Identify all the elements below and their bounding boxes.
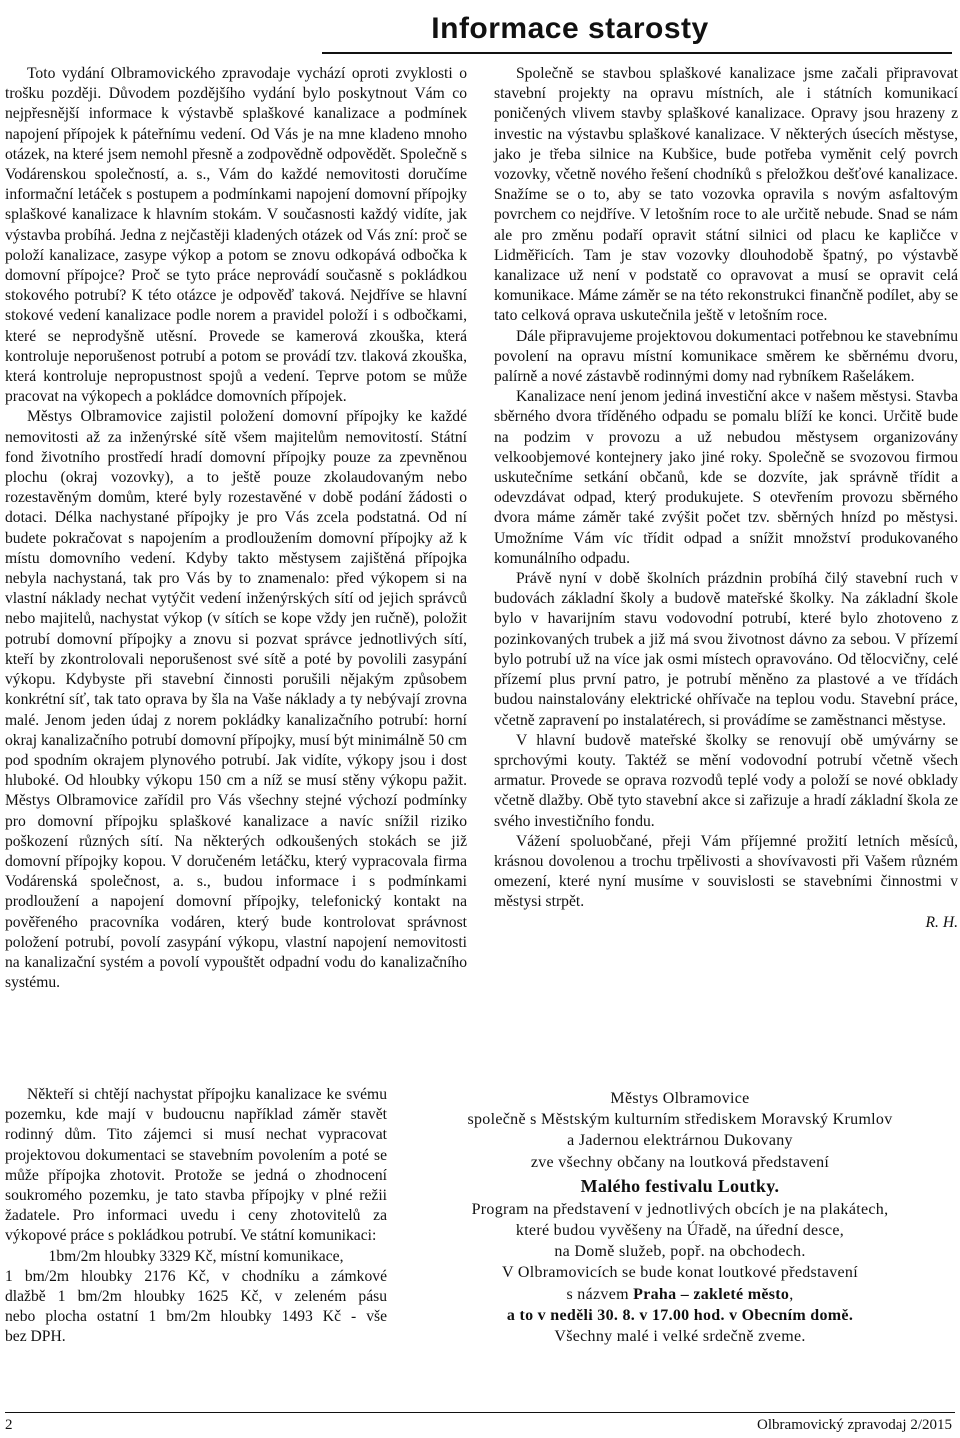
price-line: 1 bm/2m hloubky 2176 Kč, v chodníku a zámkové [5,1267,387,1285]
page-title: Informace starosty [431,12,709,45]
event-date: a to v neděli 30. 8. v 17.00 hod. v Obecním domě. [506,1306,854,1324]
price-list [5,1247,387,1348]
article-paragraph: Někteří si chtějí nachystat přípojku kanalizace ke svému pozemku, kde mají v budoucnu například záměr stavět rodinný dům. Tito zájemci si musí nechat vypracovat projektovou dokumentaci se stavebním povolením a poté se může přípojka zhotovit. Protože se jedná o zhodnocení soukromého pozemku, je tato stavba přípojky v plné režii žadatele. Pro informaci uvedu i ceny zhotovitelů za výkopové práce s pokládkou potrubí. Ve státní komunikaci: [5,1086,387,1245]
price-line: bez DPH. [5,1328,66,1346]
invitation-text: s názvem [566,1285,634,1303]
footer-divider [5,1412,955,1413]
article-paragraph: Právě nyní v době školních prázdnin probíhá čilý stavební ruch v budovách základní školy a budově mateřské školky. Na základní škole bylo v havarijním stavu vodovodní potrubí, které bylo zhotoveno z pozinkovaných trubek a již má svou životnost dávno za sebou. V přízemí bylo potrubí už na více jak osmi místech opravováno. Od tělocvičny, celé přízemí plus první patro, je potrubí měněno za plastové a ve třídách budou nainstalovány elektrické ohřívače na teplou vodu. Stavební práce, včetně zapravení po instalatérech, si provádíme se zaměstnanci městyse. [494,570,958,729]
invitation-line [410,1284,950,1305]
invitation-line: Program na představení v jednotlivých obcích je na plakátech, [471,1200,889,1218]
header-divider [322,52,952,54]
article-paragraph: Společně se stavbou splaškové kanalizace jsme začali připravovat stavební projekty na opravu místních, ale i státních komunikací poničených vlivem stavby splaškové kanalizace. Opravy jsou hrazeny z investic na výstavbu splaškové kanalizace. V některých úsecích městyse, jako je třeba silnice na Kubšice, bude potřeba vyměnit celý povrch vozovky, včetně nového řešení chodníků s přeložkou dešťové kanalizace. Snažíme se o to, aby se tato vozovka opravila s novým asfaltovým povrchem co nejdříve. V letošním roce to ale určitě nebude. Snad se nám ale pro změnu podaří opravit státní silnici od placu ke kapličce v Lidměřicích. Tam je stav vozovky dlouhodobě špatný, po výstavbě kanalizace už není v podstatě co opravovat a musí se opravit celá komunikace. Máme záměr se na této rekonstrukci finančně podílet, aby se tato celková oprava uskutečnila ještě v letošním roce. [494,65,958,325]
invitation-line: Všechny malé i velké srdečně zveme. [554,1328,806,1346]
invitation-line: společně s Městským kulturním střediskem Moravský Krumlov [467,1111,893,1129]
invitation-line: Městys Olbramovice [610,1090,750,1107]
article-paragraph: Městys Olbramovice zajistil položení domovní přípojky ke každé nemovitosti až za inženýrské sítě všem majitelům nemovitostí. Státní fond životního prostředí hradí domovní přípojky pouze za zpevněnou plochu (okraj vozovky), a to ještě pouze zkolaudovaným nebo rozestavěným domům, které byly rozestavěné v době podání žádosti o dotaci. Délka nachystané přípojky je pro Vás zcela podstatná. Od ní budete pokračovat s napojením a prodloužením domovní přípojky až k místu domovního vedení. Kdyby takto městysem zajištěná přípojka nebyla nachystaná, tak pro Vás by to znamenalo: před výkopem si na vlastní náklady nechat vytýčit vedení inženýrských sítí od jejich správců nebo majitelů, nachystat výkop (v sítích se kope vždy jen ručně), položit potrubí domovní přípojky a znovu si pozvat správce jednotlivých sítí, kteří by zkontrolovali neporušenost své sítě a poté by povolili zasypání výkopu. Kdybyste při stavební činnosti porušili nějakým způsobem konkrétní síť, tak tato oprava by šla na Vaše náklady a ty nebývají zrovna malé. Jenom jeden údaj z norem pokládky kanalizačního potrubí: horní okraj kanalizačního potrubí domovní přípojky, musí být minimálně 50 cm pod spodním okrajem plynového potrubí. Jak vidíte, výkopy jsou i dost hluboké. Od hloubky výkopu 150 cm a níž se musí stěny výkopu pažit. Městys Olbramovice zařídil pro Vás všechny stejné výchozí podmínky pro domovní přípojku splaškové kanalizace a navíc snížil riziko poškození různých sítí. Na některých odkoušených stokách se již domovní přípojky kopou. V doručeném letáčku, který vypracovala firma Vodárenská společnost, a. s., budou informace i s podmínkami prodloužení a napojení domovní přípojky, telefonický kontakt na pověřeného pracovníka vodáren, který bude kontrolovat správnost položení potrubí, povolí zasypání výkopu, vlastní napojení nemovitosti na kanalizační systém a povolí vypouštět odpadní vodu do kanalizačního systému. [5,408,467,992]
article-paragraph: Toto vydání Olbramovického zpravodaje vychází oproti zvyklosti o trošku později. Důvodem pozdějšího vydání bylo poskytnout Vám co nejpřesnější informace k výstavbě splaškové kanalizace a podmínek napojení přípojek k páteřnímu vedení. Od Vás je na mne kladeno mnoho otázek, na které jsem nemohl přesně a zodpovědně odpovědět. Společně s Vodárenskou společností, a. s., Vám do každé nemovitosti doručíme informační letáček s postupem a podmínkami napojení domovní přípojky splaškové kanalizace k hlavním stokám. V současnosti každý vidíte, jak výstavba probíhá. Jedna z nejčastěji kladených otázek od Vás zní: proč se položí kanalizace, zasype výkop a potom se znovu odkopává odbočka k domovní přípojce? Proč se tyto práce neprovádí současně s pokládkou stokového potrubí? K této otázce je odpověď taková. Nejdříve se hlavní stokové vedení kanalizace podle norem a pravidel položí i s odbočkami, které se neprodyšně utěsní. Provede se kamerová zkouška, která kontroluje neporušenost potrubí a potom se provádí tzv. tlaková zkouška, která kontroluje nepropustnost spojů a vedení. Teprve potom se může pracovat na výkopech a pokládce domovních přípojek. [5,65,467,406]
price-line: dlažbě 1 bm/2m hloubky 1625 Kč, v zeleném pásu [5,1288,387,1306]
article-paragraph: V hlavní budově mateřské školky se renovují obě umývárny se sprchovými kouty. Taktéž se mění vodovodní potrubí včetně všech armatur. Provede se oprava rozvodů teplé vody a položí se nové obklady včetně dlažby. Obě tyto stavební akce si zařizuje a hradí základní škola ze svého investičního fondu. [494,731,958,830]
right-column [494,64,958,933]
author-signature: R. H. [925,913,958,931]
invitation-line: a Jadernou elektrárnou Dukovany [567,1132,793,1150]
invitation-line: zve všechny občany na loutková představení [530,1153,830,1171]
invitation-line: V Olbramovicích se bude konat loutkové představení [502,1264,858,1282]
publication-name: Olbramovický zpravodaj 2/2015 [757,1417,952,1433]
event-date-line [410,1305,950,1326]
article-paragraph: Vážení spoluobčané, přeji Vám příjemné prožití letních měsíců, krásnou dovolenou a trochu trpělivosti a shovívavosti při Vašem různém omezení, které nyní musíme v souvislosti se stavebními činnostmi v městysi strpět. [494,832,958,911]
article-paragraph: Kanalizace není jenom jediná investiční akce v našem městysi. Stavba sběrného dvora tříděného odpadu se pomalu blíží ke konci. Určitě bude na podzim v provozu a už nebudou městysem organizovány velkoobjemové kontejnery jako jiné roky. Společně se svozovou firmou uskutečníme setkání občanů, kde se dozvíte, jak správně třídit a odevzdávat odpad, který produkujete. S otevřením provozu sběrného dvora máme záměr také zvýšit počet tzv. sběrných hnízd po městysi. Umožníme Vám víc třídit odpad a snížit množství produkovaného komunálního odpadu. [494,388,958,567]
page-number: 2 [5,1417,13,1433]
article-paragraph: Dále připravujeme projektovou dokumentaci potřebnou ke stavebnímu povolení na opravu místní komunikace směrem ke sběrnému dvoru, palírně a nové zástavbě rodinnými domy nad rybníkem Rašelákem. [494,327,958,386]
festival-name: Malého festivalu Loutky. [580,1175,780,1196]
left-column-bottom [5,1085,387,1348]
price-line: 1bm/2m hloubky 3329 Kč, místní komunikace, [48,1247,344,1265]
event-invitation [410,1088,950,1347]
invitation-line: na Domě služeb, popř. na obchodech. [554,1243,806,1261]
price-line: nebo plocha ostatní 1 bm/2m hloubky 1493 Kč - vše [5,1308,387,1326]
invitation-line: které budou vyvěšeny na Úřadě, na úřední desce, [515,1222,845,1240]
invitation-text: , [789,1285,794,1303]
show-title: Praha – zakleté město [633,1285,790,1303]
left-column [5,64,467,993]
